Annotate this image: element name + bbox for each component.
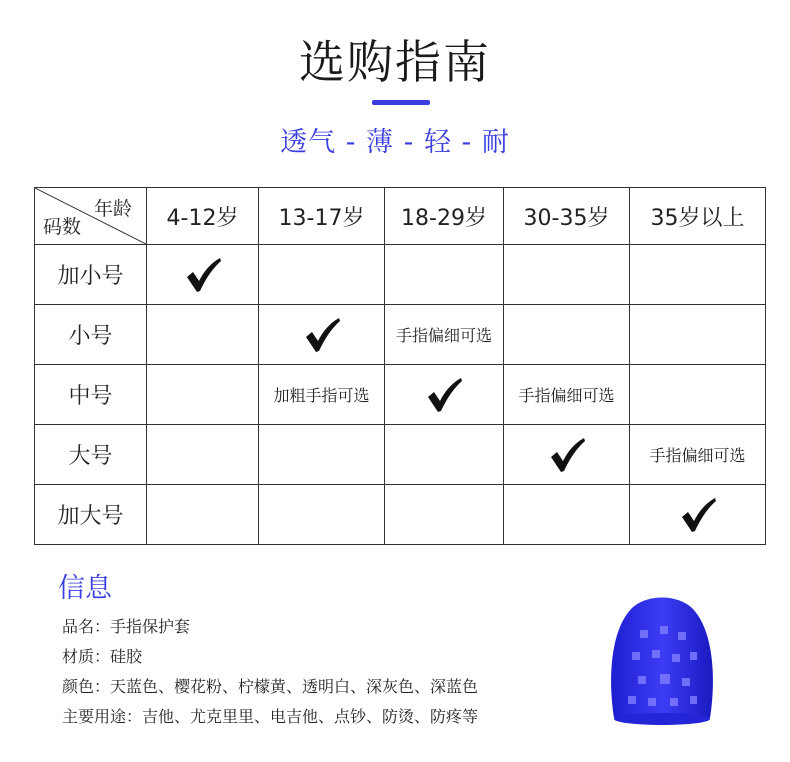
row-size-label: 加大号 bbox=[35, 485, 147, 545]
column-header: 13-17岁 bbox=[259, 188, 385, 245]
table-cell-empty bbox=[259, 425, 385, 485]
table-cell-note: 加粗手指可选 bbox=[259, 365, 385, 425]
table-header-row bbox=[35, 188, 766, 245]
table-cell-empty bbox=[385, 245, 504, 305]
table-row bbox=[35, 365, 766, 425]
page-title: 选购指南 bbox=[299, 35, 491, 89]
table-cell-check bbox=[259, 305, 385, 365]
page-subtitle: 透气 - 薄 - 轻 - 耐 bbox=[280, 127, 510, 158]
table-cell-check bbox=[630, 485, 766, 545]
table-cell-empty bbox=[259, 245, 385, 305]
table-cell-empty bbox=[504, 305, 630, 365]
row-size-label: 大号 bbox=[35, 425, 147, 485]
table-cell-empty bbox=[385, 425, 504, 485]
table-cell-check bbox=[147, 245, 259, 305]
table-cell-check bbox=[385, 365, 504, 425]
column-header: 30-35岁 bbox=[504, 188, 630, 245]
table-cell-empty bbox=[147, 425, 259, 485]
table-cell-check bbox=[504, 425, 630, 485]
info-line-usage: 主要用途：吉他、尤克里里、电吉他、点钞、防烫、防疼等 bbox=[62, 707, 479, 726]
row-size-label: 中号 bbox=[35, 365, 147, 425]
column-header: 35岁以上 bbox=[630, 188, 766, 245]
table-cell-note: 手指偏细可选 bbox=[504, 365, 630, 425]
table-cell-empty bbox=[630, 365, 766, 425]
size-guide-table bbox=[34, 187, 766, 545]
finger-cot-icon bbox=[602, 590, 722, 730]
column-header: 18-29岁 bbox=[385, 188, 504, 245]
info-list bbox=[62, 614, 478, 734]
row-size-label: 小号 bbox=[35, 305, 147, 365]
table-cell-empty bbox=[259, 485, 385, 545]
table-cell-empty bbox=[385, 485, 504, 545]
table-corner-cell bbox=[35, 188, 147, 245]
corner-size-label: 码数 bbox=[43, 216, 82, 238]
info-section-title: 信息 bbox=[58, 573, 112, 604]
info-line-product-name: 品名：手指保护套 bbox=[62, 617, 191, 636]
table-row bbox=[35, 245, 766, 305]
table-row bbox=[35, 485, 766, 545]
table-cell-empty bbox=[147, 485, 259, 545]
row-size-label: 加小号 bbox=[35, 245, 147, 305]
info-line-colors: 颜色：天蓝色、樱花粉、柠檬黄、透明白、深灰色、深蓝色 bbox=[62, 677, 479, 696]
table-cell-empty bbox=[630, 245, 766, 305]
table-cell-empty bbox=[630, 305, 766, 365]
table-cell-empty bbox=[504, 485, 630, 545]
corner-age-label: 年龄 bbox=[93, 198, 132, 220]
table-row bbox=[35, 305, 766, 365]
title-underline bbox=[372, 100, 430, 105]
table-cell-empty bbox=[147, 365, 259, 425]
info-line-material: 材质：硅胶 bbox=[62, 647, 143, 666]
table-cell-empty bbox=[504, 245, 630, 305]
table-cell-note: 手指偏细可选 bbox=[385, 305, 504, 365]
check-mark-icon bbox=[679, 497, 717, 533]
table-row bbox=[35, 425, 766, 485]
column-header: 4-12岁 bbox=[147, 188, 259, 245]
check-mark-icon bbox=[184, 257, 222, 293]
table-cell-empty bbox=[147, 305, 259, 365]
table-cell-note: 手指偏细可选 bbox=[630, 425, 766, 485]
check-mark-icon bbox=[303, 317, 341, 353]
check-mark-icon bbox=[425, 377, 463, 413]
check-mark-icon bbox=[548, 437, 586, 473]
